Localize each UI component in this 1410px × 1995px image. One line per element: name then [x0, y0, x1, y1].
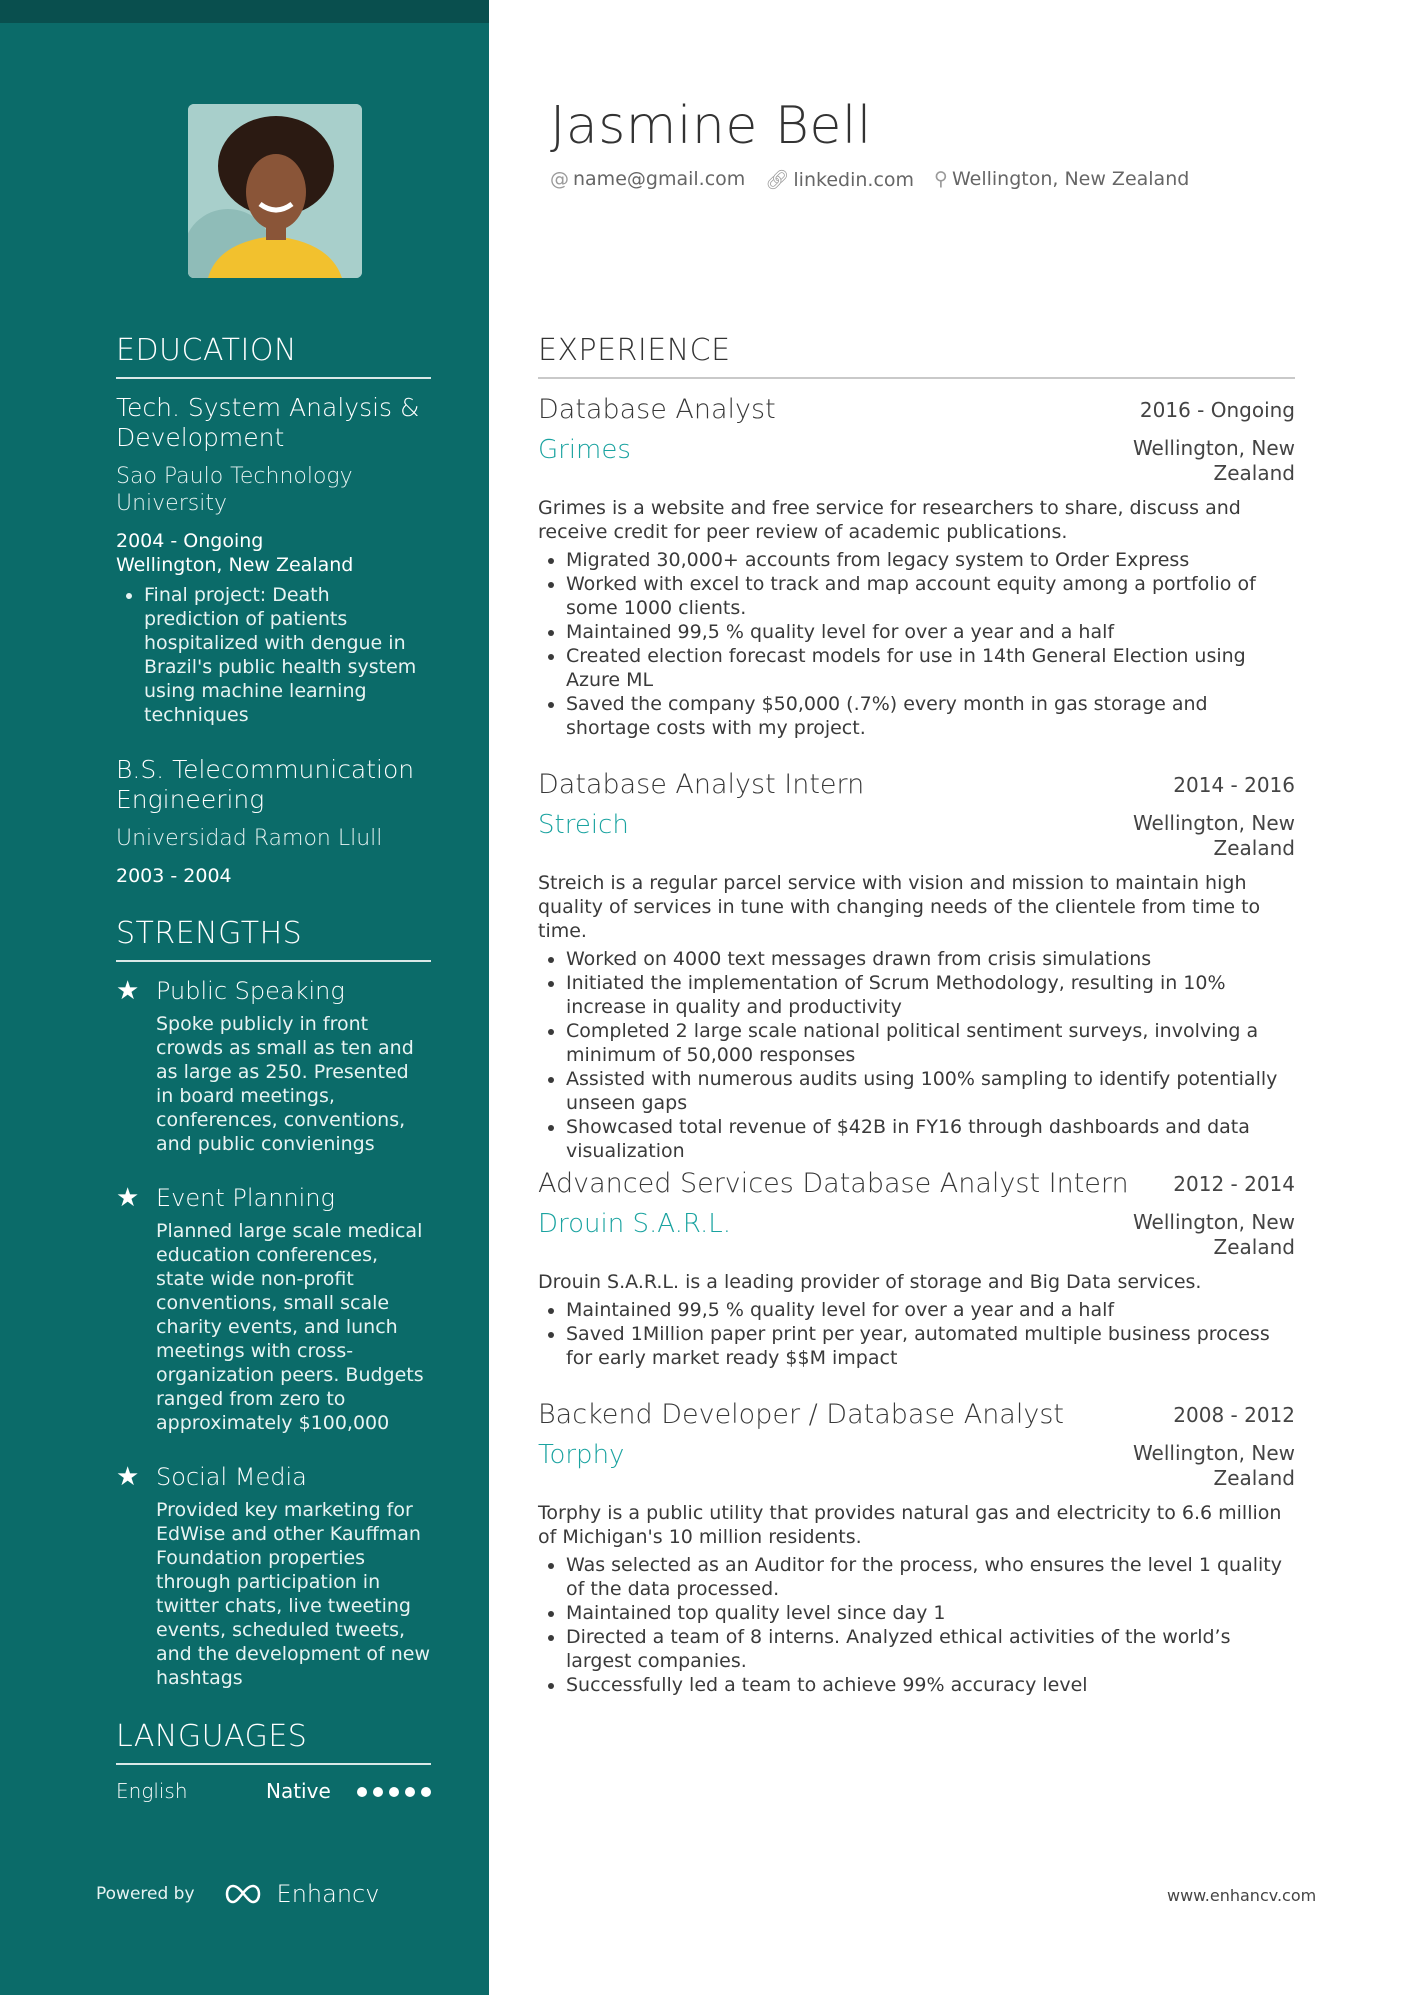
education-degree: B.S. Telecommunication Engineering: [116, 755, 415, 814]
profile-photo-illustration: [188, 104, 362, 278]
rating-dot: [389, 1787, 399, 1797]
star-icon: ★: [116, 1183, 140, 1213]
job-description: Drouin S.A.R.L. is a leading provider of storage and Big Data services.: [538, 1271, 1202, 1293]
strength-item: [116, 1183, 431, 1435]
rating-dot: [373, 1787, 383, 1797]
experience-item: [538, 769, 1295, 1163]
person-name: Jasmine Bell: [550, 96, 872, 156]
link-icon: 🔗︎: [765, 169, 790, 191]
job-location: Wellington, New Zealand: [1132, 1210, 1295, 1259]
job-dates: 2008 - 2012: [1173, 1403, 1295, 1427]
rating-dot: [405, 1787, 415, 1797]
job-dates: 2014 - 2016: [1173, 773, 1295, 797]
job-bullets: [538, 548, 1295, 740]
language-rating: [357, 1787, 431, 1797]
email-contact[interactable]: [550, 168, 745, 191]
education-heading: EDUCATION: [116, 333, 431, 379]
education-school: Sao Paulo Technology University: [116, 464, 353, 516]
experience-item: [538, 1399, 1295, 1697]
job-title: Backend Developer / Database Analyst: [538, 1399, 1064, 1430]
language-level: Native: [266, 1779, 331, 1803]
education-dates: 2004 - Ongoing: [116, 530, 264, 552]
strength-description: Provided key marketing for EdWise and other Kauffman Foundation properties through participation in twitter chats, live tweeting events, scheduled tweets, and the development of new hashtags: [156, 1499, 431, 1689]
job-bullet: • Directed a team of 8 interns. Analyzed ethical activities of the world’s largest companies.: [566, 1625, 1295, 1673]
job-bullet: • Maintained 99,5 % quality level for over a year and a half: [566, 1298, 1295, 1322]
strengths-heading: STRENGTHS: [116, 916, 431, 962]
strength-title: Public Speaking: [156, 977, 345, 1005]
strength-item: [116, 1462, 431, 1690]
sidebar-top-bar: [0, 0, 489, 23]
strength-item: [116, 976, 431, 1156]
job-company: Streich: [538, 810, 629, 840]
job-bullet: • Worked with excel to track and map account equity among a portfolio of some 1000 clients.: [566, 572, 1295, 620]
education-degree: Tech. System Analysis & Development: [116, 393, 420, 452]
star-icon: ★: [116, 976, 140, 1006]
infinity-logo-icon: [221, 1882, 267, 1906]
language-name: English: [116, 1779, 188, 1803]
strengths-section: [116, 916, 431, 1717]
rating-dot: [357, 1787, 367, 1797]
powered-by: [96, 1880, 379, 1908]
education-item: [116, 393, 431, 727]
job-company: Torphy: [538, 1440, 625, 1470]
job-title: Database Analyst: [538, 394, 776, 425]
strength-title: Event Planning: [156, 1184, 335, 1212]
job-bullet: • Created election forecast models for use in 14th General Election using Azure ML: [566, 644, 1295, 692]
enhancv-logo[interactable]: [221, 1880, 380, 1908]
star-icon: ★: [116, 1462, 140, 1492]
job-bullet: • Saved 1Million paper print per year, automated multiple business process for early market ready $$M impact: [566, 1322, 1295, 1370]
job-bullet: • Was selected as an Auditor for the process, who ensures the level 1 quality of the data processed.: [566, 1553, 1295, 1601]
education-section: [116, 333, 431, 888]
language-row: [116, 1779, 431, 1809]
job-bullet: • Completed 2 large scale national political sentiment surveys, involving a minimum of 50,000 responses: [566, 1019, 1295, 1067]
at-icon: @: [550, 168, 569, 190]
strength-description: Planned large scale medical education conferences, state wide non-profit conventions, small scale charity events, and lunch meetings with cross-organization peers. Budgets ranged from zero to approximately $100,000: [156, 1220, 424, 1434]
job-dates: 2012 - 2014: [1173, 1172, 1295, 1196]
brand-name: Enhancv: [276, 1880, 380, 1908]
email-text: name@gmail.com: [573, 168, 746, 190]
profile-photo: [188, 104, 362, 278]
job-company: Grimes: [538, 435, 631, 465]
job-bullet: • Successfully led a team to achieve 99% accuracy level: [566, 1673, 1295, 1697]
job-bullets: [538, 1553, 1295, 1697]
job-description: Streich is a regular parcel service with vision and mission to maintain high quality of services in tune with changing needs of the clientele from time to time.: [538, 872, 1261, 942]
footer-url[interactable]: www.enhancv.com: [1167, 1886, 1317, 1905]
job-bullet: • Maintained top quality level since day 1: [566, 1601, 1295, 1625]
job-dates: 2016 - Ongoing: [1139, 398, 1295, 422]
job-bullet: • Worked on 4000 text messages drawn from crisis simulations: [566, 947, 1295, 971]
linkedin-text: linkedin.com: [793, 169, 915, 191]
job-title: Advanced Services Database Analyst Intern: [538, 1168, 1129, 1199]
education-school: Universidad Ramon Llull: [116, 826, 383, 851]
job-bullets: [538, 947, 1295, 1163]
education-bullets: [116, 583, 431, 727]
linkedin-contact[interactable]: [765, 168, 914, 191]
job-description: Torphy is a public utility that provides natural gas and electricity to 6.6 million of Michigan's 10 million residents.: [538, 1502, 1282, 1548]
contact-row: [550, 168, 1189, 191]
job-location: Wellington, New Zealand: [1132, 436, 1295, 485]
sidebar: [0, 0, 489, 1995]
education-dates: 2003 - 2004: [116, 865, 232, 887]
job-company: Drouin S.A.R.L.: [538, 1209, 732, 1239]
job-bullet: • Showcased total revenue of $42B in FY16 through dashboards and data visualization: [566, 1115, 1295, 1163]
experience-item: [538, 1168, 1295, 1370]
job-bullet: • Initiated the implementation of Scrum Methodology, resulting in 10% increase in quality and productivity: [566, 971, 1295, 1019]
job-bullet: • Saved the company $50,000 (.7%) every month in gas storage and shortage costs with my project.: [566, 692, 1295, 740]
languages-heading: LANGUAGES: [116, 1719, 431, 1765]
job-location: Wellington, New Zealand: [1132, 811, 1295, 860]
rating-dot: [421, 1787, 431, 1797]
powered-by-label: Powered by: [96, 1884, 195, 1904]
experience-item: [538, 394, 1295, 740]
job-description: Grimes is a website and free service for researchers to share, discuss and receive credit for peer review of academic publications.: [538, 497, 1241, 543]
job-location: Wellington, New Zealand: [1132, 1441, 1295, 1490]
location-contact: [934, 168, 1189, 191]
education-bullet: • Final project: Death prediction of patients hospitalized with dengue in Brazil's public health system using machine learning techniques: [144, 583, 431, 727]
location-text: Wellington, New Zealand: [951, 168, 1190, 190]
education-item: [116, 755, 431, 888]
job-bullets: [538, 1298, 1295, 1370]
job-bullet: • Maintained 99,5 % quality level for over a year and a half: [566, 620, 1295, 644]
job-bullet: • Assisted with numerous audits using 100% sampling to identify potentially unseen gaps: [566, 1067, 1295, 1115]
location-pin-icon: ⚲: [934, 168, 948, 190]
education-location: Wellington, New Zealand: [116, 554, 354, 576]
strength-description: Spoke publicly in front crowds as small as ten and as large as 250. Presented in board meetings, conferences, conventions, and public convienings: [156, 1013, 414, 1155]
job-bullet: • Migrated 30,000+ accounts from legacy system to Order Express: [566, 548, 1295, 572]
strength-title: Social Media: [156, 1463, 307, 1491]
experience-heading: EXPERIENCE: [538, 333, 1295, 379]
job-title: Database Analyst Intern: [538, 769, 865, 800]
languages-section: [116, 1719, 431, 1809]
